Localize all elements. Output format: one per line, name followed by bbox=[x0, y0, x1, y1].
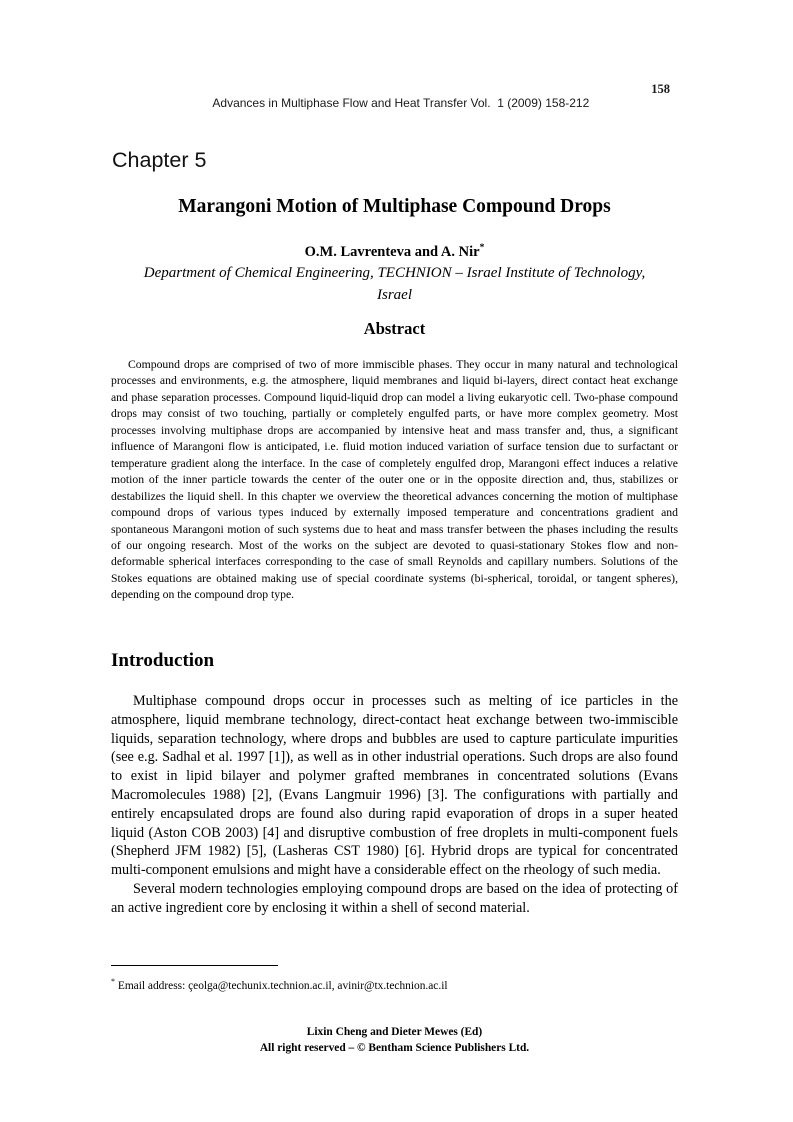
footnote-marker: * bbox=[111, 977, 115, 986]
affiliation bbox=[111, 263, 678, 306]
affiliation-line-1: Department of Chemical Engineering, TECHNION – Israel Institute of Technology, bbox=[143, 265, 646, 281]
footnote-separator-rule bbox=[111, 965, 278, 966]
footer-editors-line: Lixin Cheng and Dieter Mewes (Ed) bbox=[306, 1026, 483, 1038]
chapter-title: Marangoni Motion of Multiphase Compound Drops bbox=[178, 196, 611, 217]
abstract-text: Compound drops are comprised of two of more immiscible phases. They occur in many natural and technological processes and environments, e.g. the atmosphere, liquid membranes and liquid bi-layers, direct contact heat exchange and phase separation processes. Compound liquid-liquid drop can model a living eukaryotic cell. Two-phase compound drops may consist of two touching, partially or completely engulfed parts, or have more complex geometry. Most processes involving multiphase drops are accompanied by intensive heat and mass transfer and, thus, a significant influence of Marangoni flow is anticipated, i.e. fluid motion induced variation of surface tension due to surfactant or temperature gradient along the interface. In the case of completely engulfed drop, Marangoni effect induces a relative motion of the inner particle towards the center of the outer one or in the opposite direction and, thus, stabilizes or destabilizes the liquid shell. In this chapter we overview the theoretical advances concerning the motion of multiphase compound drops of various types induced by externally imposed temperature and concentrations gradient and spontaneous Marangoni motion of such systems due to heat and mass transfer between the phases including the results of our ongoing research. Most of the works on the subject are devoted to quasi-stationary Stokes flow and non-deformable spherical interfaces corresponding to the case of small Reynolds and capillary numbers. Solutions of the Stokes equations are obtained making use of special coordinate systems (bi-spherical, toroidal, or tangent spheres), depending on the compound drop type. bbox=[111, 358, 678, 602]
running-header bbox=[111, 82, 678, 138]
abstract-heading: Abstract bbox=[363, 319, 426, 338]
page-number: 158 bbox=[651, 82, 670, 96]
chapter-label: Chapter 5 bbox=[112, 148, 207, 172]
footer-copyright-line: All right reserved – © Bentham Science Publishers Ltd. bbox=[259, 1041, 530, 1054]
author-footnote-marker: * bbox=[479, 243, 485, 253]
publisher-footer bbox=[111, 1025, 678, 1056]
authors-line bbox=[111, 243, 678, 261]
introduction-body bbox=[111, 692, 678, 918]
footnote-text: Email address: çeolga@techunix.technion.ac.il, avinir@tx.technion.ac.il bbox=[117, 979, 448, 992]
introduction-paragraph-2: Several modern technologies employing compound drops are based on the idea of protecting of an active ingredient core by enclosing it within a shell of second material. bbox=[111, 880, 678, 916]
author-names: O.M. Lavrenteva and A. Nir bbox=[304, 243, 480, 260]
affiliation-line-2: Israel bbox=[377, 286, 412, 303]
email-footnote bbox=[111, 977, 678, 992]
introduction-paragraph-1: Multiphase compound drops occur in processes such as melting of ice particles in the atmosphere, liquid membrane technology, direct-contact heat exchange between two-immiscible liquids, separation technology, where drops and bubbles are used to capture particulate impurities (see e.g. Sadhal et al. 1997 [1]), as well as in other industrial operations. Such drops are also found to exist in lipid bilayer and polymer grafted membranes in concentrated solutions (Evans Macromolecules 1988) [2], (Evans Langmuir 1996) [3]. The configurations with partially and entirely encapsulated drops are found also during rapid evaporation of drops in a super heated liquid (Aston COB 2003) [4] and disruptive combustion of free droplets in multi-component fuels (Shepherd JFM 1982) [5], (Lasheras CST 1980) [6]. Hybrid drops are typical for concentrated multi-component emulsions and might have a considerable effect on the rheology of such media. bbox=[111, 693, 678, 879]
journal-citation: Advances in Multiphase Flow and Heat Transfer Vol. 1 (2009) 158-212 bbox=[212, 96, 590, 110]
introduction-heading: Introduction bbox=[111, 650, 215, 671]
